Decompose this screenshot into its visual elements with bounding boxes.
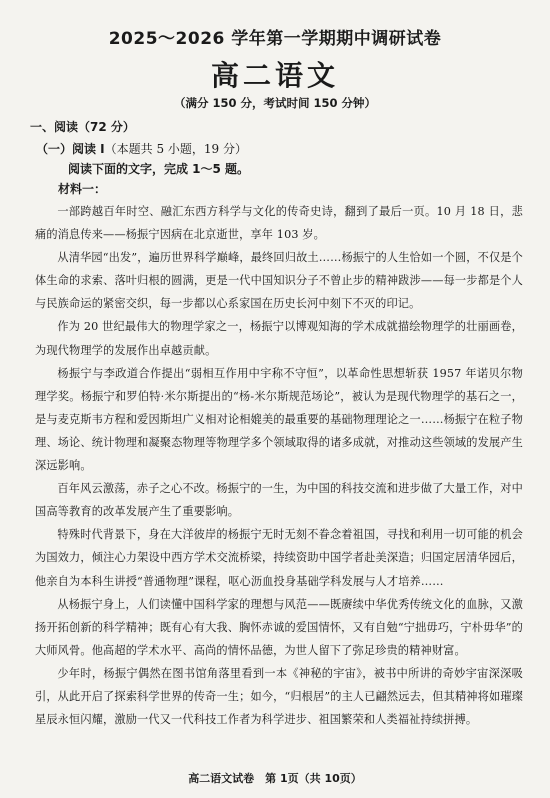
material-label: 材料一： (58, 182, 107, 196)
subsection-note: （本题共 5 小题，19 分） (104, 142, 248, 156)
paragraph: 特殊时代背景下，身在大洋彼岸的杨振宁无时无刻不眷念着祖国，寻找和利用一切可能的机会为国效力，倾注心力架设中西方学术交流桥梁，持续资助中国学者赴美深造；归国定居清华园后，他亲自为本科生讲授“普通物理”课程，呕心沥血投身基础学科发展与人才培养…… (35, 528, 523, 588)
paragraph: 从杨振宁身上，人们读懂中国科学家的理想与风范——既赓续中华优秀传统文化的血脉，又激扬开拓创新的科学精神；既有心有大我、胸怀赤诚的爱国情怀，又有自勉“宁拙毋巧，宁朴毋华”的大师风骨。他高超的学术水平、高尚的情怀品德，为世人留下了弥足珍贵的精神财富。 (35, 597, 523, 657)
paragraph: 一部跨越百年时空、融汇东西方科学与文化的传奇史诗，翻到了最后一页。10 月 18 日，悲痛的消息传来——杨振宁因病在北京逝世，享年 103 岁。 (35, 205, 523, 242)
paragraph: 百年风云激荡，赤子之心不改。杨振宁的一生，为中国的科技交流和进步做了大量工作，对中国高等教育的改革发展产生了重要影响。 (35, 482, 523, 519)
paragraph: 少年时，杨振宁偶然在图书馆角落里看到一本《神秘的宇宙》，被书中所讲的奇妙宇宙深深吸引，从此开启了探索科学世界的传奇一生；如今，“归根居”的主人已翩然远去，但其精神将如璀璨星辰永恒闪耀，激励一代又一代科技工作者为科学进步、祖国繁荣和人类福祉持续拼搏。 (35, 666, 523, 727)
passage (35, 200, 523, 731)
subsection-heading (36, 140, 247, 157)
paragraph: 杨振宁与李政道合作提出“弱相互作用中宇称不守恒”，以革命性思想斩获 1957 年诺贝尔物理学奖。杨振宁和罗伯特·米尔斯提出的“杨-米尔斯规范场论”，被认为是现代物理学的基石之一，是与麦克斯韦方程和爱因斯坦广义相对论相媲美的最重要的基础物理理论之一……杨振宁在粒子物理、场论、统计物理和凝聚态物理等物理学多个领域取得的诸多成就，对推动这些领域的发展产生深远影响。 (35, 366, 523, 473)
subject-title: 高二语文 (210, 59, 339, 92)
paragraph: 从清华园“出发”，遍历世界科学巅峰，最终回归故土……杨振宁的人生恰如一个圆，不仅是个体生命的求索、落叶归根的圆满，更是一代中国知识分子不曾止步的精神跋涉——每一步都是个人与民族命运的紧密交织，每一步都以心系家国在历史长河中刻下不灭的印记。 (35, 251, 523, 311)
exam-meta: （满分 150 分，考试时间 150 分钟） (173, 96, 377, 110)
reading-instruction: 阅读下面的文字，完成 1～5 题。 (68, 162, 250, 176)
subsection-label: （一）阅读 I (36, 142, 105, 156)
section-title: 一、阅读（72 分） (30, 120, 135, 134)
page-footer: 高二语文试卷 第 1页（共 10页） (188, 772, 362, 785)
exam-title: 2025～2026 学年第一学期期中调研试卷 (108, 29, 442, 49)
paragraph: 作为 20 世纪最伟大的物理学家之一，杨振宁以博观知海的学术成就描绘物理学的壮丽画卷，为现代物理学的发展作出卓越贡献。 (35, 320, 523, 357)
